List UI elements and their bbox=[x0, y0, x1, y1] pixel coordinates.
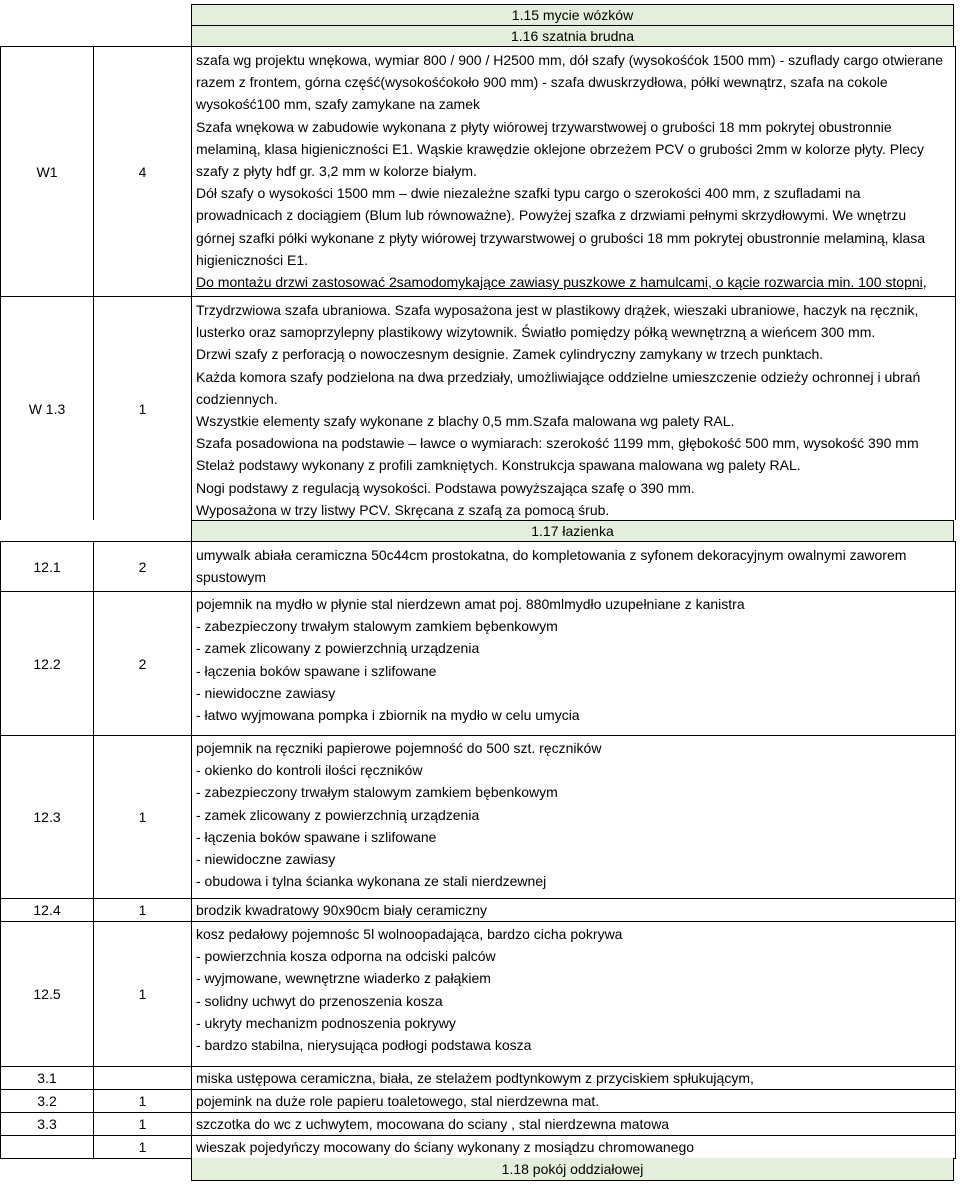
row-12-1-description[interactable]: umywalk abiała ceramiczna 50c44cm prostokatna, do kompletowania z syfonem dekoracyjnym owalnymi zaworem spustowym bbox=[191, 541, 956, 591]
section-header-1-15[interactable]: 1.15 mycie wózków bbox=[191, 4, 954, 25]
row-3-2-description[interactable]: pojemink na duże role papieru toaletowego, stal nierdzewna mat. bbox=[191, 1089, 956, 1112]
row-w1-qty[interactable]: 4 bbox=[93, 46, 191, 296]
row-w13-qty[interactable]: 1 bbox=[93, 296, 191, 520]
row-12-3-description[interactable]: pojemnik na ręczniki papierowe pojemność do 500 szt. ręczników - okienko do kontroli ilości ręczników - zabezpieczony trwałym stalowym zamkiem bębenkowym - zamek zlicowany z powierzchnią urządzenia - łączenia boków spawane i szlifowane - niewidoczne zawiasy - obudowa i tylna ścianka wykonana ze stali nierdzewnej bbox=[191, 735, 956, 898]
row-3-1-description[interactable]: miska ustępowa ceramiczna, biała, ze stelażem podtynkowym z przyciskiem spłukującym, bbox=[191, 1066, 956, 1089]
row-last-qty[interactable]: 1 bbox=[93, 1135, 191, 1159]
row-w1-desc-last-line: Do montażu drzwi zastosować 2samodomykające zawiasy puszkowe z hamulcami, o kącie rozwarcia min. 100 stopni, bbox=[196, 274, 927, 291]
row-3-1-code[interactable]: 3.1 bbox=[0, 1066, 93, 1089]
row-w1-description[interactable] bbox=[191, 46, 956, 296]
row-3-2-code[interactable]: 3.2 bbox=[0, 1089, 93, 1112]
row-3-3-description[interactable]: szczotka do wc z uchwytem, mocowana do sciany , stal nierdzewna matowa bbox=[191, 1112, 956, 1135]
row-12-3-code[interactable]: 12.3 bbox=[0, 735, 93, 898]
section-header-1-18[interactable]: 1.18 pokój oddziałowej bbox=[191, 1158, 954, 1181]
row-12-2-code[interactable]: 12.2 bbox=[0, 591, 93, 735]
row-12-5-description[interactable]: kosz pedałowy pojemnośc 5l wolnoopadająca, bardzo cicha pokrywa - powierzchnia kosza odporna na odciski palców - wyjmowane, wewnętrzne wiaderko z pałąkiem - solidny uchwyt do przenoszenia kosza - ukryty mechanizm podnoszenia pokrywy - bardzo stabilna, nierysująca podłogi podstawa kosza bbox=[191, 921, 956, 1066]
row-3-2-qty[interactable]: 1 bbox=[93, 1089, 191, 1112]
section-header-1-16[interactable]: 1.16 szatnia brudna bbox=[191, 25, 954, 46]
row-12-4-description[interactable]: brodzik kwadratowy 90x90cm biały ceramiczny bbox=[191, 898, 956, 921]
row-12-1-code[interactable]: 12.1 bbox=[0, 541, 93, 591]
row-12-4-qty[interactable]: 1 bbox=[93, 898, 191, 921]
row-3-1-qty[interactable] bbox=[93, 1066, 191, 1089]
row-last-code[interactable] bbox=[0, 1135, 93, 1159]
row-w1-code[interactable]: W1 bbox=[0, 46, 93, 296]
row-last-description[interactable]: wieszak pojedyńczy mocowany do ściany wykonany z mosiądzu chromowanego bbox=[191, 1135, 956, 1159]
row-12-3-qty[interactable]: 1 bbox=[93, 735, 191, 898]
row-12-2-qty[interactable]: 2 bbox=[93, 591, 191, 735]
row-12-5-code[interactable]: 12.5 bbox=[0, 921, 93, 1066]
row-3-3-qty[interactable]: 1 bbox=[93, 1112, 191, 1135]
row-12-2-description[interactable]: pojemnik na mydło w płynie stal nierdzewn amat poj. 880mlmydło uzupełniane z kanistra - zabezpieczony trwałym stalowym zamkiem bębenkowym - zamek zlicowany z powierzchnią urządzenia - łączenia boków spawane i szlifowane - niewidoczne zawiasy - łatwo wyjmowana pompka i zbiornik na mydło w celu umycia bbox=[191, 591, 956, 735]
row-12-1-qty[interactable]: 2 bbox=[93, 541, 191, 591]
section-header-1-17[interactable]: 1.17 łazienka bbox=[191, 520, 954, 541]
row-12-5-qty[interactable]: 1 bbox=[93, 921, 191, 1066]
row-w13-code[interactable]: W 1.3 bbox=[0, 296, 93, 520]
row-w13-description[interactable]: Trzydrzwiowa szafa ubraniowa. Szafa wyposażona jest w plastikowy drążek, wieszaki ubraniowe, haczyk na ręcznik, lusterko oraz samoprzylepny plastikowy wizytownik. Światło pomiędzy półką wewnętrzną a wieńcem 300 mm. Drzwi szafy z perforacją o nowoczesnym designie. Zamek cylindryczny zamykany w trzech punktach. Każda komora szafy podzielona na dwa przedziały, umożliwiające oddzielne umieszczenie odzieży ochronnej i ubrań codziennych. Wszystkie elementy szafy wykonane z blachy 0,5 mm.Szafa malowana wg palety RAL. Szafa posadowiona na podstawie – ławce o wymiarach: szerokość 1199 mm, głębokość 500 mm, wysokość 390 mm Stelaż podstawy wykonany z profili zamkniętych. Konstrukcja spawana malowana wg palety RAL. Nogi podstawy z regulacją wysokości. Podstawa powyższająca szafę o 390 mm. Wyposażona w trzy listwy PCV. Skręcana z szafą za pomocą śrub. bbox=[191, 296, 956, 520]
row-3-3-code[interactable]: 3.3 bbox=[0, 1112, 93, 1135]
row-w1-desc-text: szafa wg projektu wnękowa, wymiar 800 / 900 / H2500 mm, dół szafy (wysokośćok 1500 mm) - szuflady cargo otwierane razem z frontem, górna część(wysokośćokoło 900 mm) - szafa dwuskrzydłowa, półki wewnątrz, szafa na cokole wysokość100 mm, szafy zamykane na zamek Szafa wnękowa w zabudowie wykonana z płyty wiórowej trzywarstwowej o grubości 18 mm pokrytej obustronnie melaminą, klasa higieniczności E1. Wąskie krawędzie oklejone obrzeżem PCV o grubości 2mm w kolorze płyty. Plecy szafy z płyty hdf gr. 3,2 mm w kolorze białym. Dół szafy o wysokości 1500 mm – dwie niezależne szafki typu cargo o szerokości 400 mm, z szufladami na prowadnicach z dociągiem (Blum lub równoważne). Powyżej szafka z drzwiami pełnymi skrzydłowymi. We wnętrzu górnej szafki półki wykonane z płyty wiórowej trzywarstwowej o grubości 18 mm pokrytej obustronnie melaminą, klasa higieniczności E1. bbox=[196, 52, 943, 268]
row-12-4-code[interactable]: 12.4 bbox=[0, 898, 93, 921]
